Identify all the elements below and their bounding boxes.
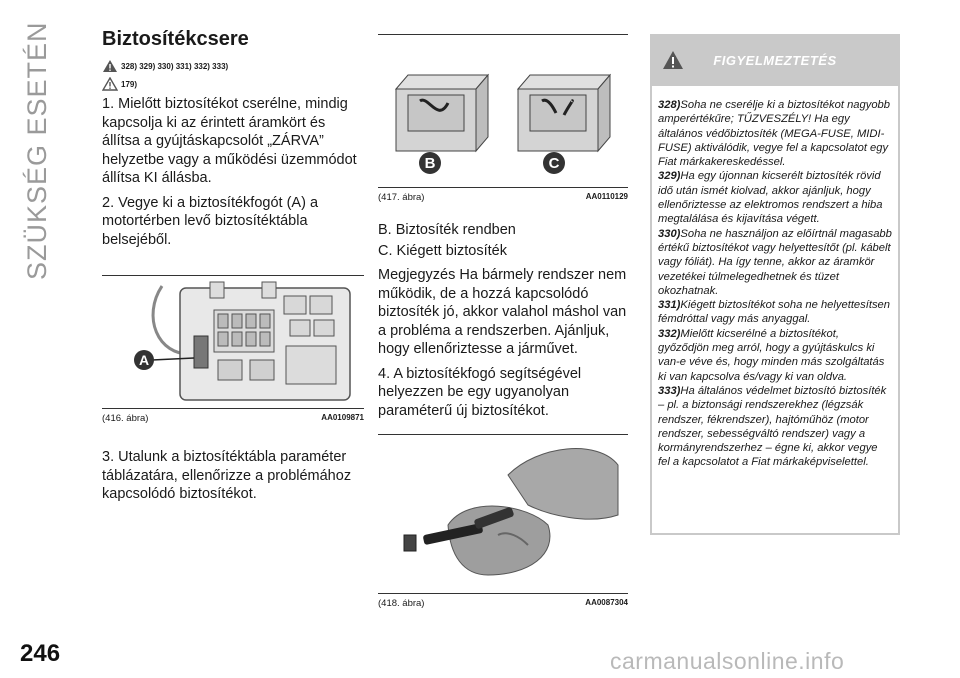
warning-number: 328) (658, 99, 681, 111)
warning-item-330 (658, 227, 892, 298)
warning-number: 331) (658, 299, 681, 312)
figure-417 (378, 35, 628, 187)
figure-418-caption (378, 598, 628, 609)
figure-417-caption (378, 192, 628, 203)
figure-caption-text: (418. ábra) (378, 598, 425, 609)
warning-number: 333) (658, 384, 681, 397)
warning-reference-numbers: 328) 329) 330) 331) 332) 333) (121, 61, 229, 71)
figure-label-b: B (424, 155, 436, 172)
caution-triangle-icon (102, 77, 118, 91)
warning-header (650, 34, 900, 86)
side-title-text: SZÜKSÉG ESETÉN (22, 21, 52, 280)
warning-text: Ha egy újonnan kicserélt biztosíték rövid idő után ismét kiolvad, akkor ajánljuk, hogy ellenőriztesse az elektromos rendszert a hiba megtalálása és kijavítása végett. (658, 170, 883, 226)
warning-number: 329) (658, 170, 681, 183)
page-heading: Biztosítékcsere (102, 28, 249, 50)
page-number: 246 (20, 640, 61, 667)
figure-label-a: A (138, 352, 150, 368)
figure-code: AA0087304 (585, 598, 628, 607)
fuse-puller-illustration (378, 435, 628, 593)
figure-416-caption (102, 413, 364, 424)
warning-item-328 (658, 98, 892, 169)
figure-caption-text: (416. ábra) (102, 413, 149, 424)
section-side-title (14, 21, 54, 280)
column-1 (102, 28, 364, 510)
figure-416 (102, 276, 364, 408)
figure-bottom-rule (378, 593, 628, 594)
warning-text: Mielőtt kicserélné a biztosítékot, győződjön meg arról, hogy a gyújtáskulcs ki van-e véve és, hogy minden más szolgáltatás ki van kapcsolva és/vagy ki van oldva. (658, 327, 885, 383)
figure-bottom-rule (102, 408, 364, 409)
item-b-text: B. Biztosíték rendben (378, 222, 516, 238)
figure-418 (378, 435, 628, 593)
step-4-text: 4. A biztosítékfogó segítségével helyezzen be egy ugyanolyan paraméterű új biztosítékot. (378, 365, 582, 419)
step-1-text: 1. Mielőtt biztosítékot cserélne, mindig kapcsolja ki az érintett áramkört és állítsa a gyújtáskapcsolót „ZÁRVA” helyzetbe vagy a működési üzemmódot állítsa KI állásba. (102, 96, 357, 186)
figure-code: AA0110129 (585, 192, 628, 201)
caution-reference-number: 179) (121, 79, 138, 89)
fuse-comparison-illustration (378, 35, 628, 187)
figure-label-c: C (548, 155, 560, 172)
warning-item-333 (658, 384, 892, 470)
warning-reference-2 (102, 77, 364, 91)
figure-bottom-rule (378, 187, 628, 188)
blown-fuse-drawing (518, 75, 610, 151)
warning-triangle-icon (662, 50, 684, 70)
warning-body (650, 86, 900, 535)
item-c-text: C. Kiégett biztosíték (378, 242, 507, 259)
watermark: carmanualsonline.info (610, 648, 845, 674)
warning-number: 330) (658, 227, 681, 240)
fuse-box-illustration (102, 276, 364, 408)
note-text: Megjegyzés Ha bármely rendszer nem működik, de a hozzá kapcsolódó biztosíték jó, akkor valahol máshol van a probléma a rendszerben. Ajánljuk, hogy ellenőriztesse a járművet. (378, 267, 627, 357)
column-2 (378, 34, 628, 609)
warning-text: Soha ne használjon az előírtnál magasabb értékű biztosítékot vagy helyettesítőt (pl. kábelt vagy fóliát). Ha így tenne, akkor az áramkör vezetékei túlmelegedhetnek és tüzet okozhatnak. (658, 227, 892, 297)
figure-caption-text: (417. ábra) (378, 192, 425, 203)
warning-triangle-icon (102, 59, 118, 73)
warning-text: Kiégett biztosítékot soha ne helyettesítsen fémdróttal vagy más anyaggal. (658, 299, 890, 326)
warning-item-331 (658, 298, 892, 327)
warning-reference-1 (102, 59, 364, 73)
warning-title: FIGYELMEZTETÉS (713, 52, 837, 68)
warning-item-332 (658, 327, 892, 384)
warning-item-329 (658, 169, 892, 226)
warning-text: Ha általános védelmet biztosító biztosíték – pl. a biztonsági rendszerekhez (légzsák rendszer, fékrendszer), hajtóműhöz (motor rendszer, sebességváltó rendszer) vagy a kormányrendszerhez – égne ki, akkor vegye fel a kapcsolatot a Fiat márkaképviselettel. (658, 384, 887, 469)
step-3-text: 3. Utalunk a biztosítéktábla paraméter táblázatára, ellenőrizze a problémához kapcsolódó biztosítékot. (102, 449, 352, 502)
step-2-text: 2. Vegye ki a biztosítékfogót (A) a motortérben levő biztosítéktábla belsejéből. (102, 194, 319, 248)
warning-box (650, 34, 900, 535)
good-fuse-drawing (396, 75, 488, 151)
warning-text: Soha ne cserélje ki a biztosítékot nagyobb amperértékűre; TŰZVESZÉLY! Ha egy általános védőbiztosíték (MEGA-FUSE, MIDI-FUSE) aktiválódik, vegye fel a kapcsolatot egy Fiat márkakereskedéssel. (658, 99, 890, 169)
figure-code: AA0109871 (321, 413, 364, 422)
warning-number: 332) (658, 327, 681, 340)
